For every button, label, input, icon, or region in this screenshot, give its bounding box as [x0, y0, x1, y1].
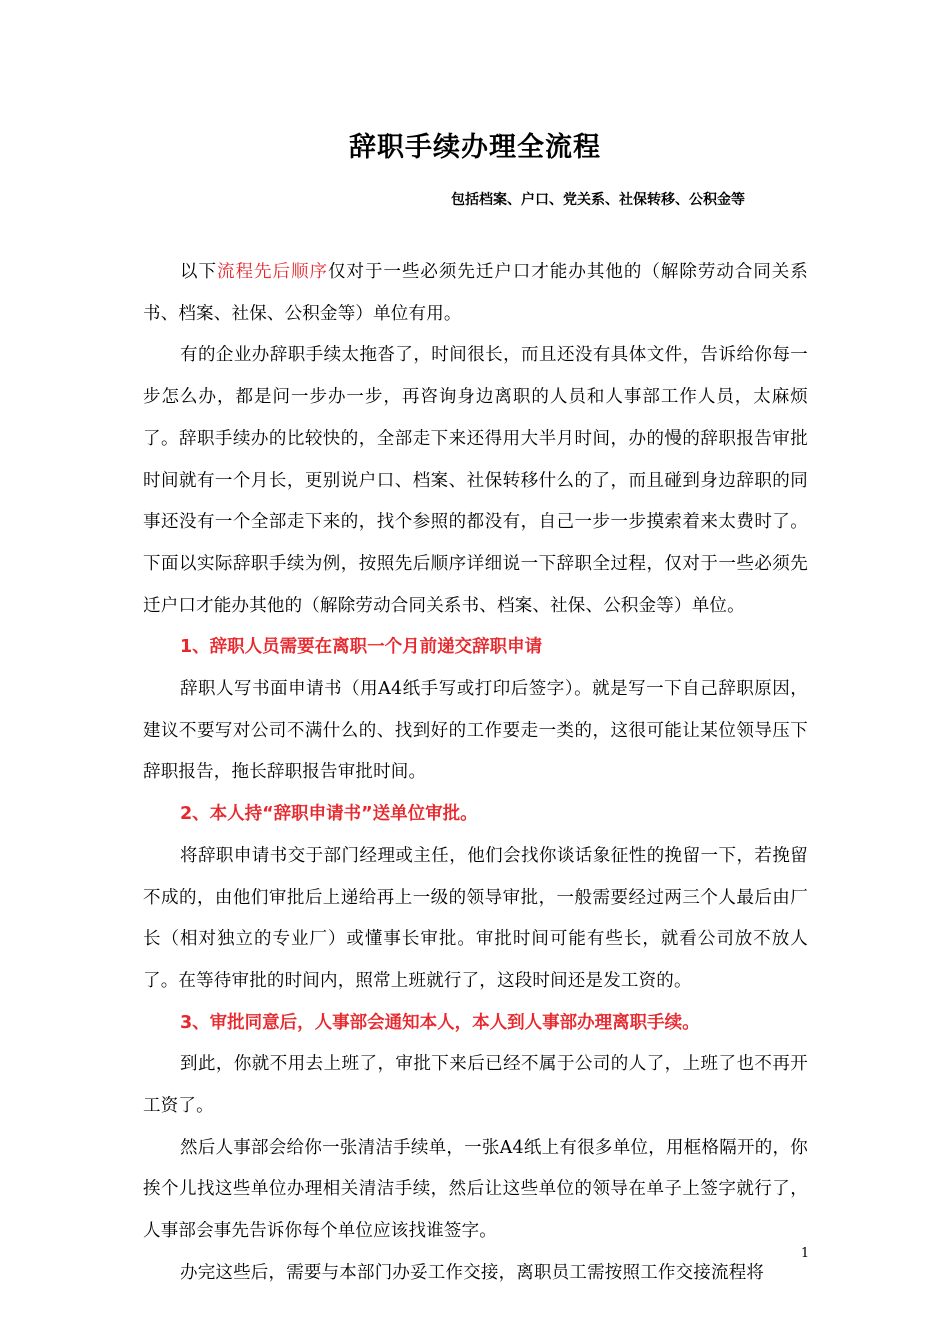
- document-subtitle: 包括档案、户口、党关系、社保转移、公积金等: [451, 192, 745, 208]
- intro-before: 以下: [180, 262, 217, 282]
- step3-heading: 3、审批同意后，人事部会通知本人，本人到人事部办理离职手续。: [180, 1012, 700, 1033]
- step3-paragraph-2: 然后人事部会给你一张清洁手续单，一张A4纸上有很多单位，用框格隔开的，你挨个儿找这些单位办理相关清洁手续，然后让这些单位的领导在单子上签字就行了，人事部会事先告诉你每个单位应该找谁签字。: [143, 1137, 808, 1242]
- document-title: 辞职手续办理全流程: [349, 132, 601, 163]
- intro-after: 仅对于一些必须先迁户口才能办其他的（解除劳动合同关系书、档案、社保、公积金等）单位有用。: [143, 262, 809, 324]
- background-paragraph: 有的企业办辞职手续太拖沓了，时间很长，而且还没有具体文件，告诉给你每一步怎么办，都是问一步办一步，再咨询身边离职的人员和人事部工作人员，太麻烦了。辞职手续办的比较快的，全部走下来还得用大半月时间，办的慢的辞职报告审批时间就有一个月长，更别说户口、档案、社保转移什么的了，而且碰到身边辞职的同事还没有一个全部走下来的，找个参照的都没有，自己一步一步摸索着来太费时了。下面以实际辞职手续为例，按照先后顺序详细说一下辞职全过程，仅对于一些必须先迁户口才能办其他的（解除劳动合同关系书、档案、社保、公积金等）单位。: [143, 345, 808, 616]
- step3-paragraph-3: 办完这些后，需要与本部门办妥工作交接，离职员工需按照工作交接流程将: [180, 1262, 765, 1283]
- step3-paragraph-1: 到此，你就不用去上班了，审批下来后已经不属于公司的人了，上班了也不再开工资了。: [143, 1054, 808, 1117]
- step2-heading: 2、本人持“辞职申请书”送单位审批。: [180, 804, 478, 825]
- page-number: 1: [800, 1246, 810, 1261]
- step1-heading: 1、辞职人员需要在离职一个月前递交辞职申请: [180, 637, 543, 658]
- intro-paragraph: [143, 252, 808, 335]
- step2-paragraph: 将辞职申请书交于部门经理或主任，他们会找你谈话象征性的挽留一下，若挽留不成的，由他们审批后上递给再上一级的领导审批，一般需要经过两三个人最后由厂长（相对独立的专业厂）或懂事长审批。审批时间可能有些长，就看公司放不放人了。在等待审批的时间内，照常上班就行了，这段时间还是发工资的。: [143, 845, 808, 991]
- intro-highlight: 流程先后顺序: [217, 262, 328, 282]
- step1-paragraph: 辞职人写书面申请书（用A4纸手写或打印后签字）。就是写一下自己辞职原因，建议不要写对公司不满什么的、找到好的工作要走一类的，这很可能让某位领导压下辞职报告，拖长辞职报告审批时间。: [143, 679, 808, 783]
- document-body: [143, 252, 808, 1295]
